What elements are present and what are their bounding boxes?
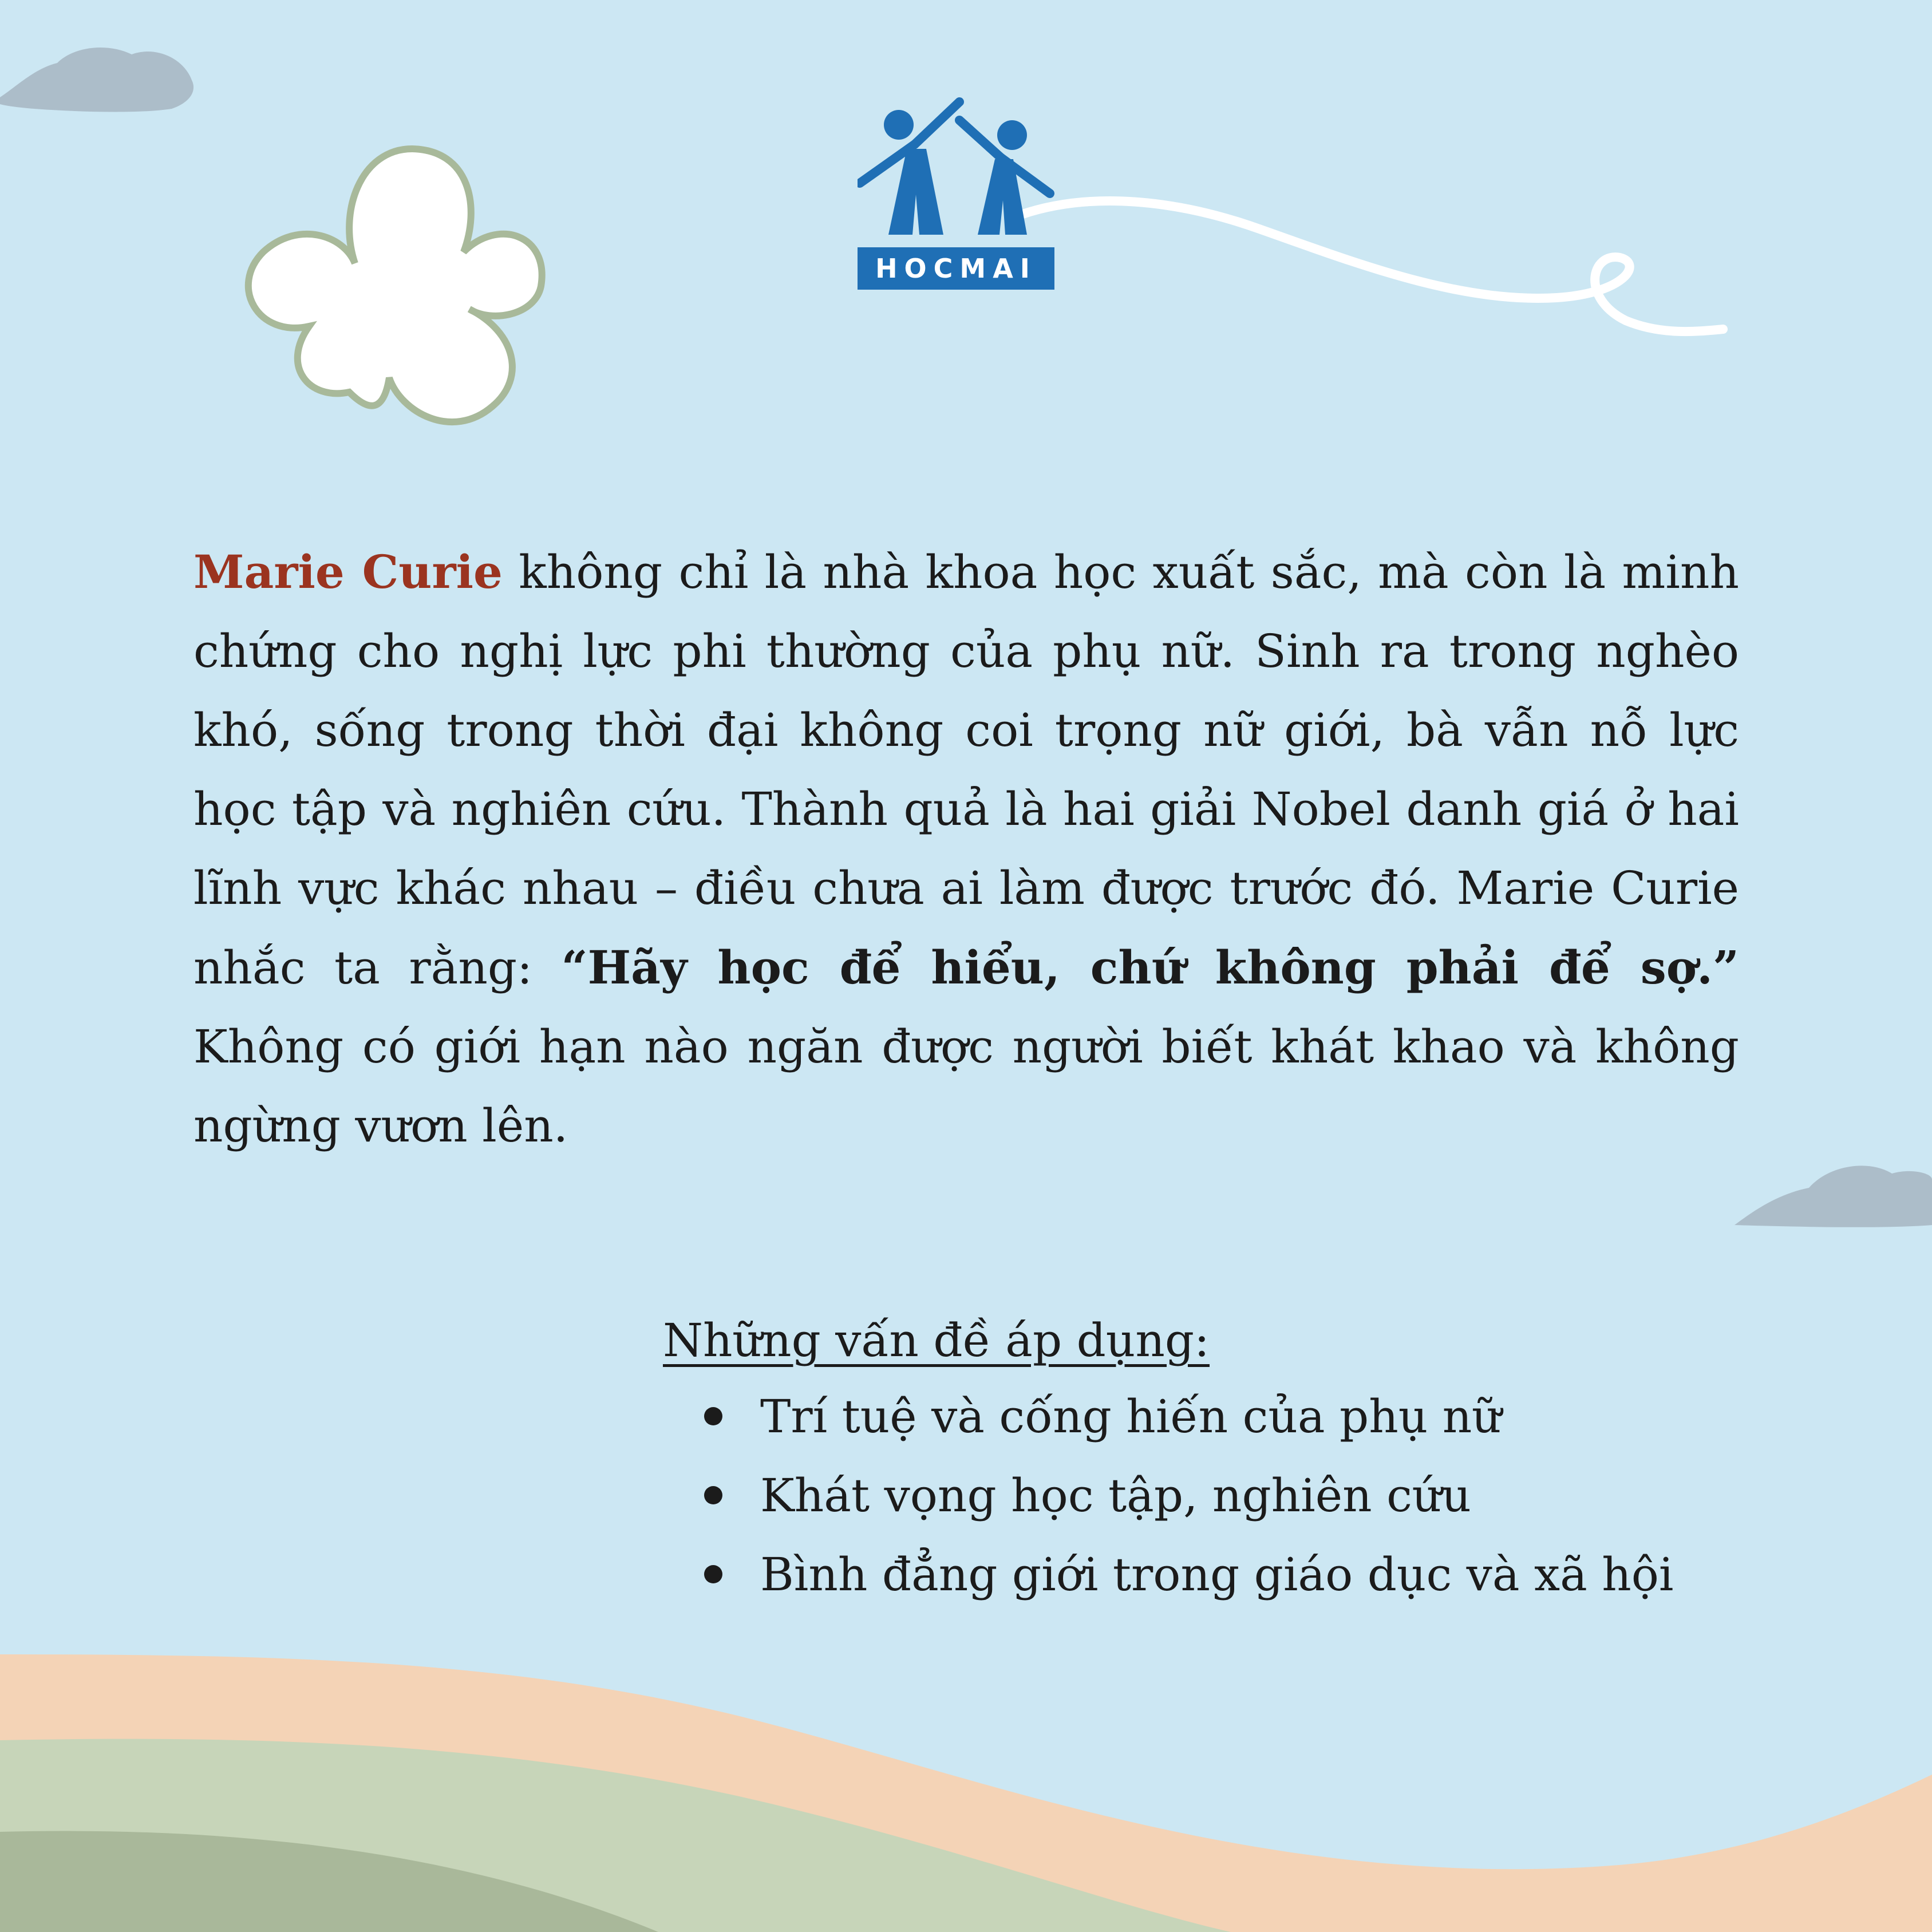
main-paragraph [193,532,1739,1165]
flower-decoration [248,149,542,422]
paragraph-quote: “Hãy học để hiểu, chứ không phải để sợ.” [561,941,1740,994]
bullet-icon [704,1565,722,1583]
cloud-right [1735,1165,1932,1227]
list-item [663,1535,1751,1614]
list-item-text: Bình đẳng giới trong giáo dục và xã hội [760,1548,1674,1601]
list-item-text: Khát vọng học tập, nghiên cứu [760,1469,1471,1522]
bullet-icon [704,1407,722,1425]
logo-figures-icon [858,97,1054,247]
highlight-name: Marie Curie [193,545,503,599]
logo-wordmark: HOCMAI [858,247,1054,290]
list-item [663,1377,1751,1456]
bullet-icon [704,1486,722,1504]
applied-issues-heading: Những vấn đề áp dụng: [663,1314,1210,1367]
list-item-text: Trí tuệ và cống hiến của phụ nữ [760,1390,1502,1443]
list-item [663,1456,1751,1535]
ribbon-swoosh [1013,201,1723,331]
bottom-waves [0,1654,1932,1932]
applied-issues-section [663,1306,1751,1614]
hocmai-logo [858,97,1054,290]
cloud-top-left [0,48,193,112]
applied-issues-list [663,1377,1751,1614]
paragraph-text-before-quote: không chỉ là nhà khoa học xuất sắc, mà còn là minh chứng cho nghị lực phi thường của phụ nữ. Sinh ra trong nghèo khó, sống trong thời đại không coi trọng nữ giới, bà vẫn nỗ lực học tập và nghiên cứu. Thành quả là hai giải Nobel danh giá ở hai lĩnh vực khác nhau – điều chưa ai làm được trước đó. Marie Curie nhắc ta rằng: [193,546,1740,994]
paragraph-text-after-quote: Không có giới hạn nào ngăn được người biết khát khao và không ngừng vươn lên. [193,1020,1739,1152]
